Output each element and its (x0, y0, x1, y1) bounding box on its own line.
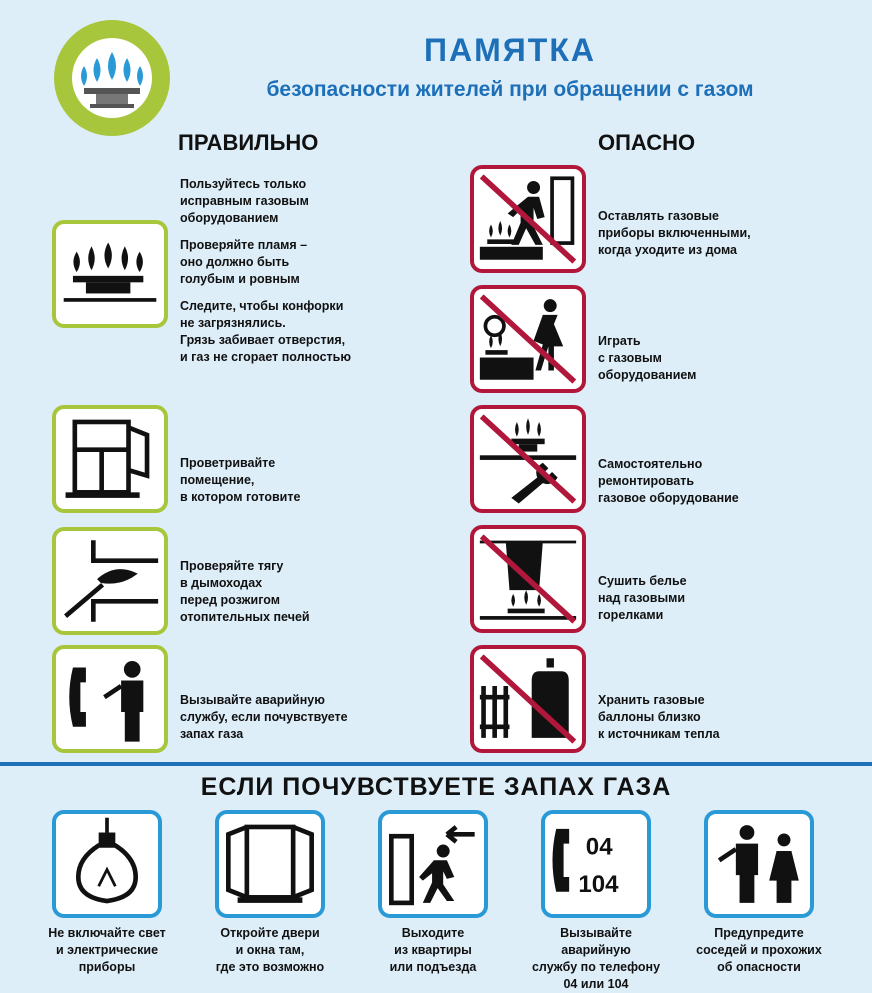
stove-tip-line: Проверяйте пламя – (180, 238, 308, 252)
draft-tip-line: перед розжигом (180, 593, 280, 607)
dry-danger-line: горелками (598, 608, 664, 622)
caption-line: службу по телефону (531, 960, 661, 974)
repair-danger-line: ремонтировать (598, 474, 695, 488)
store-danger-line: Хранить газовые (598, 693, 705, 707)
play-danger-line: с газовым (598, 351, 662, 365)
warn-people-icon (704, 810, 814, 918)
correct-column-heading: ПРАВИЛЬНО (178, 130, 319, 155)
dry-danger-line: над газовыми (598, 591, 686, 605)
leave-danger (598, 208, 798, 259)
bottom-caption-exit (363, 925, 503, 976)
call-tip-line: службу, если почувствуете (180, 710, 348, 724)
call-tip-line: запах газа (180, 727, 244, 741)
light-bulb-icon (52, 810, 162, 918)
stove-tip-line: Грязь забивает отверстия, (180, 333, 346, 347)
stove-tip-line: не загрязнялись. (180, 316, 286, 330)
caption-line: соседей и прохожих (696, 943, 822, 957)
stove-icon (52, 220, 168, 328)
caption-line: об опасности (717, 960, 801, 974)
repair-danger-line: Самостоятельно (598, 457, 703, 471)
dry-danger-line: Сушить белье (598, 574, 687, 588)
call-tip-line: Вызывайте аварийную (180, 693, 325, 707)
exit-icon (378, 810, 488, 918)
stove-tip-line: исправным газовым (180, 194, 309, 208)
bottom-caption-window (200, 925, 340, 976)
emergency-phone-icon (541, 810, 651, 918)
danger-column-heading: ОПАСНО (598, 130, 696, 155)
caption-line: где это возможно (215, 960, 325, 974)
caption-line: 04 или 104 (563, 977, 629, 991)
stove-tip-line: Следите, чтобы конфорки (180, 299, 344, 313)
open-window-icon (215, 810, 325, 918)
store-danger-line: баллоны близко (598, 710, 701, 724)
leave-danger-line: Оставлять газовые (598, 209, 719, 223)
stove-tip-line: голубым и ровным (180, 272, 300, 286)
caption-line: из квартиры (394, 943, 472, 957)
leave-home-prohibited-icon (470, 165, 586, 273)
bottom-caption-warn (689, 925, 829, 976)
section-divider (0, 762, 872, 766)
window-icon (52, 405, 168, 513)
gas-cylinder-prohibited-icon (470, 645, 586, 753)
stove-tip-line: оборудованием (180, 211, 279, 225)
window-tip-line: в котором готовите (180, 490, 301, 504)
self-repair-prohibited-icon (470, 405, 586, 513)
page-title: ПАМЯТКА (424, 32, 596, 68)
phone-number-short: 04 (585, 833, 613, 861)
dry-danger (598, 573, 798, 624)
stove-tip-line: и газ не сгорает полностью (180, 350, 351, 364)
caption-line: приборы (78, 960, 136, 974)
caption-line: Не включайте свет (48, 926, 166, 940)
safety-logo (52, 18, 172, 138)
play-danger-line: оборудованием (598, 368, 697, 382)
stove-tip-line: оно должно быть (180, 255, 290, 269)
leave-danger-line: приборы включенными, (598, 226, 751, 240)
caption-line: и окна там, (235, 943, 305, 957)
repair-danger (598, 456, 798, 507)
repair-danger-line: газовое оборудование (598, 491, 739, 505)
play-danger-line: Играть (598, 334, 641, 348)
call-tip (180, 692, 370, 743)
draft-tip-line: Проверяйте тягу (180, 559, 284, 573)
leave-danger-line: когда уходите из дома (598, 243, 738, 257)
bottom-caption-light (37, 925, 177, 976)
draft-tip-line: в дымоходах (180, 576, 263, 590)
draft-tip (180, 558, 360, 626)
window-tip-line: помещение, (180, 473, 255, 487)
gas-smell-heading: ЕСЛИ ПОЧУВСТВУЕТЕ ЗАПАХ ГАЗА (200, 773, 672, 801)
window-tip-line: Проветривайте (180, 456, 276, 470)
caption-line: Откройте двери (220, 926, 320, 940)
store-danger-line: к источникам тепла (598, 727, 720, 741)
page-subtitle: безопасности жителей при обращении с газом (266, 78, 754, 101)
dry-laundry-prohibited-icon (470, 525, 586, 633)
bottom-caption-phone (526, 925, 666, 993)
play-danger (598, 333, 798, 384)
caption-line: Выходите (401, 926, 465, 940)
chimney-draft-icon (52, 527, 168, 635)
child-play-prohibited-icon (470, 285, 586, 393)
store-danger (598, 692, 798, 743)
phone-call-icon (52, 645, 168, 753)
window-tip (180, 455, 360, 506)
phone-number-long: 104 (578, 870, 619, 898)
caption-line: и электрические (55, 943, 159, 957)
caption-line: Предупредите (714, 926, 804, 940)
stove-tip-line: Пользуйтесь только (180, 177, 307, 191)
caption-line: или подъезда (389, 960, 477, 974)
draft-tip-line: отопительных печей (180, 610, 310, 624)
caption-line: Вызывайте аварийную (560, 926, 632, 957)
stove-tips (180, 176, 360, 366)
